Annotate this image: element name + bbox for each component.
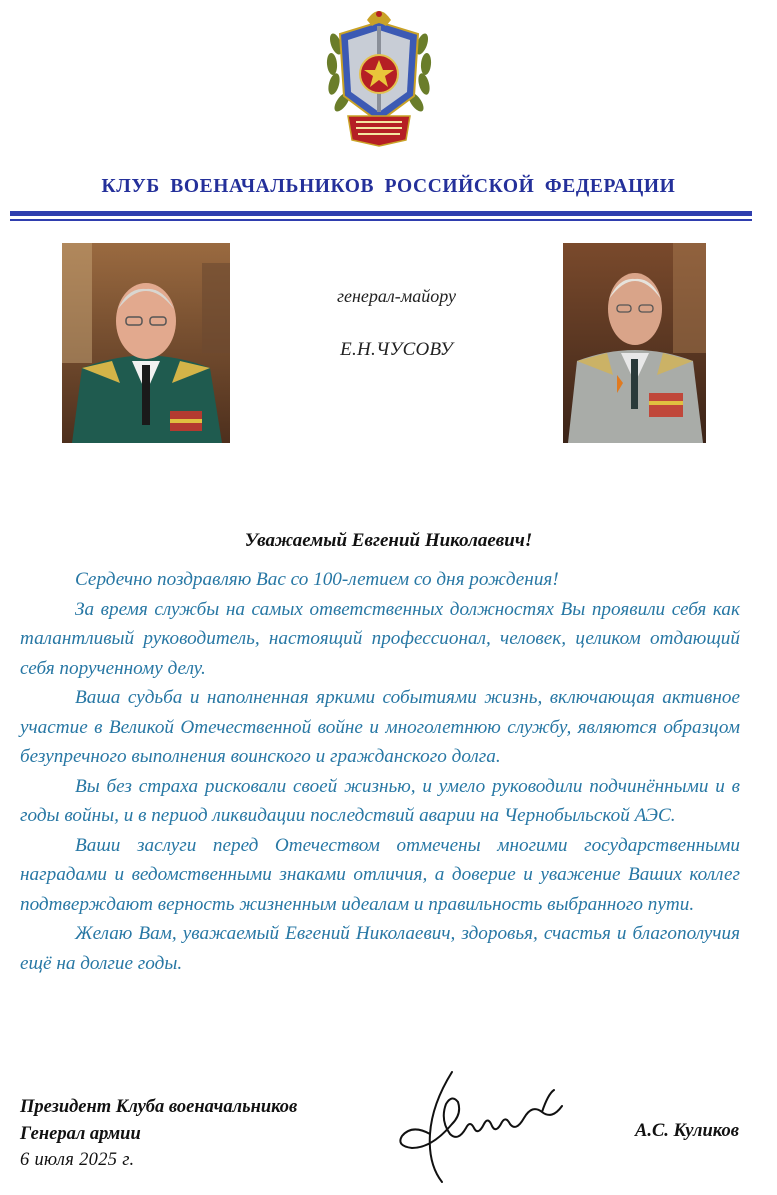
signatory-rank: Генерал армии <box>20 1123 141 1144</box>
addressee-rank: генерал-майору <box>336 286 456 306</box>
signatory-block <box>20 1094 297 1174</box>
letter-paragraph: За время службы на самых ответственных должностях Вы проявили себя как талантливый руководитель, настоящий профессионал, человек, целиком отдающий себя порученному делу. <box>20 598 740 679</box>
addressee-name: Е.Н.ЧУСОВУ <box>340 339 453 360</box>
letter-date: 6 июля 2025 г. <box>20 1150 135 1170</box>
signatory-name: А.С. Куликов <box>635 1121 739 1141</box>
letter-paragraph: Желаю Вам, уважаемый Евгений Николаевич, здоровья, счастья и благополучия ещё на долгие годы. <box>20 923 740 974</box>
signatory-position: Президент Клуба военачальников <box>20 1097 298 1117</box>
letter-body <box>20 565 740 978</box>
president-portrait-photo <box>62 243 230 443</box>
club-title: КЛУБ ВОЕНАЧАЛЬНИКОВ РОССИЙСКОЙ ФЕДЕРАЦИИ <box>101 176 676 197</box>
honoree-portrait-photo <box>563 243 706 443</box>
letter-paragraph: Вы без страха рисковали своей жизнью, и умело руководили подчинёнными и в годы войны, и в период ликвидации последствий аварии на Чернобыльской АЭС. <box>20 775 740 826</box>
letter-paragraph: Сердечно поздравляю Вас со 100-летием со дня рождения! <box>75 569 559 590</box>
letter-paragraph: Ваша судьба и наполненная яркими событиями жизнь, включающая активное участие в Великой Отечественной войне и многолетнюю службу, являются образцом безупречного выполнения воинского и гражданского долга. <box>20 687 740 767</box>
club-emblem-icon <box>322 4 436 150</box>
letter-paragraph: Ваши заслуги перед Отечеством отмечены многими государственными наградами и ведомственными знаками отличия, а доверие и уважение Ваших коллег подтверждают верность жизненным идеалам и правильность выбранного пути. <box>20 834 740 915</box>
header-divider-thick <box>10 211 752 216</box>
handwritten-signature <box>392 1064 572 1189</box>
header-divider-thin <box>10 219 752 221</box>
letter-salutation: Уважаемый Евгений Николаевич! <box>244 530 533 551</box>
